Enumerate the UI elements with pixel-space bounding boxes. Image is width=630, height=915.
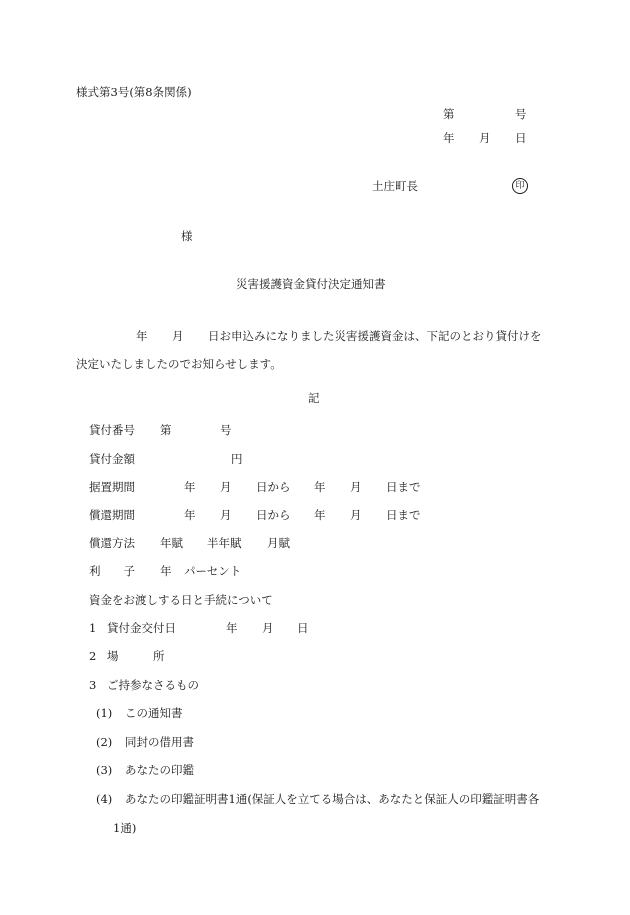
- list-item-num: (2): [96, 735, 113, 749]
- form-label: 様式第3号(第8条関係): [76, 85, 192, 99]
- place-num: 2: [89, 649, 97, 663]
- date-month: 月: [479, 131, 491, 145]
- doc-no-prefix: 第: [443, 107, 455, 121]
- disburse-month: 月: [262, 621, 274, 635]
- body-month: 月: [172, 329, 184, 343]
- bring-num: 3: [89, 678, 97, 692]
- loan-no-label: 貸付番号: [89, 423, 135, 437]
- list-item-num: (3): [96, 763, 113, 777]
- repay-year-2: 年: [314, 508, 326, 522]
- grace-month-1: 月: [220, 480, 232, 494]
- seal-mark: 印: [512, 178, 528, 194]
- date-day: 日: [515, 131, 527, 145]
- repay-period-label: 償還期間: [89, 508, 135, 522]
- document-title: 災害援護資金貸付決定通知書: [236, 277, 386, 291]
- grace-from: 日から: [256, 480, 291, 494]
- grace-year-2: 年: [314, 480, 326, 494]
- list-item-num: (4): [96, 792, 113, 806]
- body-line2: 決定いたしましたのでお知らせします。: [76, 357, 282, 371]
- loan-amount-label: 貸付金額: [89, 452, 135, 466]
- interest-percent: パーセント: [184, 564, 242, 578]
- disburse-label: 貸付金交付日: [107, 621, 176, 635]
- issuer-name: 土庄町長: [372, 179, 418, 193]
- list-item-num: (1): [96, 706, 113, 720]
- interest-year: 年: [160, 564, 172, 578]
- repay-month-1: 月: [220, 508, 232, 522]
- interest-label: 利 子: [89, 564, 135, 578]
- repay-method-label: 償還方法: [89, 536, 135, 550]
- list-item-text: この通知書: [125, 706, 183, 720]
- addressee-suffix: 様: [181, 229, 193, 243]
- body-year: 年: [136, 329, 148, 343]
- repay-month-2: 月: [350, 508, 362, 522]
- repay-method-monthly: 月賦: [267, 536, 290, 550]
- loan-amount-unit: 円: [231, 452, 243, 466]
- grace-month-2: 月: [350, 480, 362, 494]
- repay-method-annual: 年賦: [160, 536, 183, 550]
- grace-to: 日まで: [386, 480, 421, 494]
- repay-method-semiannual: 半年賦: [207, 536, 242, 550]
- body-line1: 日お申込みになりました災害援護資金は、下記のとおり貸付けを: [208, 329, 542, 343]
- grace-period-label: 据置期間: [89, 480, 135, 494]
- disburse-year: 年: [226, 621, 238, 635]
- loan-no-suffix: 号: [220, 423, 232, 437]
- list-item-text: あなたの印鑑証明書1通(保証人を立てる場合は、あなたと保証人の印鑑証明書各: [125, 792, 540, 806]
- repay-from: 日から: [256, 508, 291, 522]
- date-year: 年: [443, 131, 455, 145]
- grace-year-1: 年: [184, 480, 196, 494]
- list-item-continuation: 1通): [113, 821, 137, 835]
- procedure-heading: 資金をお渡しする日と手続について: [89, 593, 273, 607]
- repay-year-1: 年: [184, 508, 196, 522]
- ki-heading: 記: [308, 391, 320, 405]
- list-item-text: あなたの印鑑: [125, 763, 194, 777]
- doc-no-suffix: 号: [515, 107, 527, 121]
- disburse-num: 1: [89, 621, 97, 635]
- list-item-text: 同封の借用書: [125, 735, 194, 749]
- disburse-day: 日: [297, 621, 309, 635]
- repay-to: 日まで: [386, 508, 421, 522]
- place-label: 場 所: [107, 649, 165, 663]
- loan-no-prefix: 第: [160, 423, 172, 437]
- bring-label: ご持参なさるもの: [107, 678, 199, 692]
